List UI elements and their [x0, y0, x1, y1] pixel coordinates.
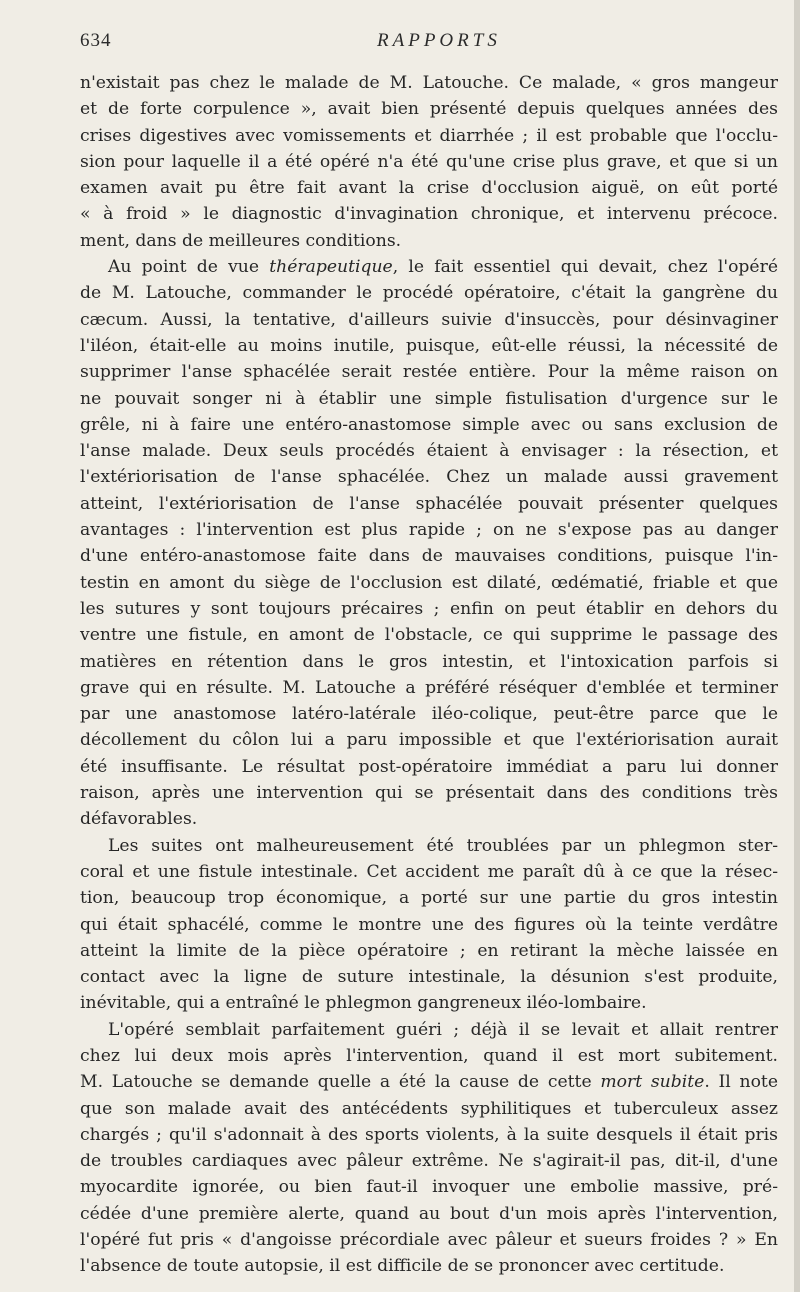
line-text: raison, après une intervention qui se présentait dans des conditions très	[80, 783, 778, 804]
text-line	[80, 780, 778, 806]
text-line	[80, 1043, 778, 1069]
text-line	[80, 990, 778, 1016]
line-text: supprimer l'anse sphacélée serait restée entière. Pour la même raison on	[80, 362, 778, 383]
line-text: qui était sphacélé, comme le montre une des figures où la teinte verdâtre	[80, 914, 778, 935]
line-text: cæcum. Aussi, la tentative, d'ailleurs suivie d'insuccès, pour désinvaginer	[80, 309, 778, 330]
line-text: myocardite ignorée, ou bien faut-il invoquer une embolie massive, pré-	[80, 1177, 778, 1198]
line-text: testin en amont du siège de l'occlusion est dilaté, œdématié, friable et que	[80, 572, 778, 593]
text-line	[80, 175, 778, 201]
text-line	[80, 228, 778, 254]
line-text: chargés ; qu'il s'adonnait à des sports violents, à la suite desquels il était pris	[80, 1124, 778, 1145]
line-text: cédée d'une première alerte, quand au bout d'un mois après l'intervention,	[80, 1203, 778, 1224]
text-line	[80, 123, 778, 149]
line-text: atteint, l'extériorisation de l'anse sphacélée pouvait présenter quelques	[80, 493, 778, 514]
line-text: de M. Latouche, commander le procédé opératoire, c'était la gangrène du	[80, 283, 778, 304]
text-line	[80, 412, 778, 438]
text-line	[80, 491, 778, 517]
line-text: M. Latouche se demande quelle a été la cause de cette	[80, 1072, 601, 1093]
line-text: l'extériorisation de l'anse sphacélée. Chez un malade aussi gravement	[80, 467, 778, 488]
text-line	[80, 280, 778, 306]
text-line	[80, 912, 778, 938]
text-line	[80, 1253, 778, 1279]
text-line	[80, 201, 778, 227]
text-line	[80, 543, 778, 569]
text-line	[80, 1122, 778, 1148]
line-text: ment, dans de meilleures conditions.	[80, 230, 402, 251]
italic-term: mort subite	[600, 1072, 705, 1093]
line-text: l'opéré fut pris « d'angoisse précordiale avec pâleur et sueurs froides ? » En	[80, 1230, 778, 1251]
line-text: les sutures y sont toujours précaires ; enfin on peut établir en dehors du	[80, 598, 778, 619]
text-line	[80, 70, 778, 96]
line-text: n'existait pas chez le malade de M. Latouche. Ce malade, « gros mangeur	[80, 73, 778, 93]
text-line	[80, 570, 778, 596]
line-text: et de forte corpulence », avait bien présenté depuis quelques années des	[80, 99, 778, 120]
line-text: grave qui en résulte. M. Latouche a préféré réséquer d'emblée et terminer	[80, 677, 778, 698]
text-line	[80, 938, 778, 964]
line-text: sion pour laquelle il a été opéré n'a été qu'une crise plus grave, et que si un	[80, 151, 778, 172]
line-text: coral et une fistule intestinale. Cet accident me paraît dû à ce que la résec-	[80, 861, 778, 882]
line-text: de troubles cardiaques avec pâleur extrême. Ne s'agirait-il pas, dit-il, d'une	[80, 1151, 778, 1172]
text-line	[80, 1174, 778, 1200]
line-text: , le fait essentiel qui devait, chez l'opéré	[392, 257, 778, 278]
line-text: examen avait pu être fait avant la crise d'occlusion aiguë, on eût porté	[80, 178, 778, 199]
text-line	[80, 806, 778, 832]
text-line	[80, 254, 778, 280]
text-line	[80, 333, 778, 359]
line-text: atteint la limite de la pièce opératoire ; en retirant la mèche laissée en	[80, 940, 778, 961]
line-text: l'iléon, était-elle au moins inutile, puisque, eût-elle réussi, la nécessité de	[80, 335, 778, 356]
line-text: l'anse malade. Deux seuls procédés étaient à envisager : la résection, et	[80, 441, 778, 462]
line-text: Au point de vue	[108, 257, 270, 278]
line-text: ne pouvait songer ni à établir une simple fistulisation d'urgence sur le	[80, 388, 778, 409]
text-line	[80, 517, 778, 543]
page-number: 634	[80, 30, 112, 51]
page-header	[80, 24, 780, 56]
text-line	[80, 833, 778, 859]
text-line	[80, 885, 778, 911]
text-line	[80, 727, 778, 753]
text-line	[80, 859, 778, 885]
text-line	[80, 307, 778, 333]
text-line	[80, 596, 778, 622]
line-text: l'absence de toute autopsie, il est difficile de se prononcer avec certitude.	[80, 1256, 725, 1277]
text-line	[80, 1017, 778, 1043]
line-text: grêle, ni à faire une entéro-anastomose simple avec ou sans exclusion de	[80, 414, 778, 435]
text-line	[80, 649, 778, 675]
text-line	[80, 964, 778, 990]
line-text: par une anastomose latéro-latérale iléo-colique, peut-être parce que le	[80, 704, 778, 725]
line-text: inévitable, qui a entraîné le phlegmon gangreneux iléo-lombaire.	[80, 993, 647, 1014]
line-text: ventre une fistule, en amont de l'obstacle, ce qui supprime le passage des	[80, 625, 778, 646]
text-line	[80, 149, 778, 175]
italic-term: thérapeutique	[269, 257, 393, 278]
text-line	[80, 1096, 778, 1122]
line-text: chez lui deux mois après l'intervention, quand il est mort subitement.	[80, 1045, 778, 1066]
text-line	[80, 438, 778, 464]
text-line	[80, 464, 778, 490]
line-text: que son malade avait des antécédents syphilitiques et tuberculeux assez	[80, 1098, 778, 1119]
text-line	[80, 1069, 778, 1095]
running-head: RAPPORTS	[377, 30, 501, 51]
line-text: L'opéré semblait parfaitement guéri ; déjà il se levait et allait rentrer	[108, 1019, 778, 1040]
text-line	[80, 622, 778, 648]
line-text: avantages : l'intervention est plus rapide ; on ne s'expose pas au danger	[80, 520, 778, 541]
line-text: tion, beaucoup trop économique, a porté sur une partie du gros intestin	[80, 888, 778, 909]
text-line	[80, 359, 778, 385]
line-text: matières en rétention dans le gros intestin, et l'intoxication parfois si	[80, 651, 778, 672]
line-text: crises digestives avec vomissements et diarrhée ; il est probable que l'occlu-	[80, 125, 778, 146]
line-text: « à froid » le diagnostic d'invagination chronique, et intervenu précoce.	[80, 204, 778, 225]
line-text: défavorables.	[80, 809, 198, 830]
text-line	[80, 96, 778, 122]
line-text: . Il note	[704, 1072, 778, 1093]
line-text: contact avec la ligne de suture intestinale, la désunion s'est produite,	[80, 967, 778, 988]
text-line	[80, 1227, 778, 1253]
text-line	[80, 1201, 778, 1227]
text-line	[80, 701, 778, 727]
line-text: été insuffisante. Le résultat post-opératoire immédiat a paru lui donner	[80, 756, 778, 777]
text-line	[80, 1148, 778, 1174]
text-line	[80, 754, 778, 780]
line-text: décollement du côlon lui a paru impossible et que l'extériorisation aurait	[80, 730, 778, 751]
text-line	[80, 675, 778, 701]
body-text	[80, 70, 778, 1280]
line-text: d'une entéro-anastomose faite dans de mauvaises conditions, puisque l'in-	[80, 546, 778, 567]
text-line	[80, 386, 778, 412]
line-text: Les suites ont malheureusement été troublées par un phlegmon ster-	[108, 835, 778, 856]
